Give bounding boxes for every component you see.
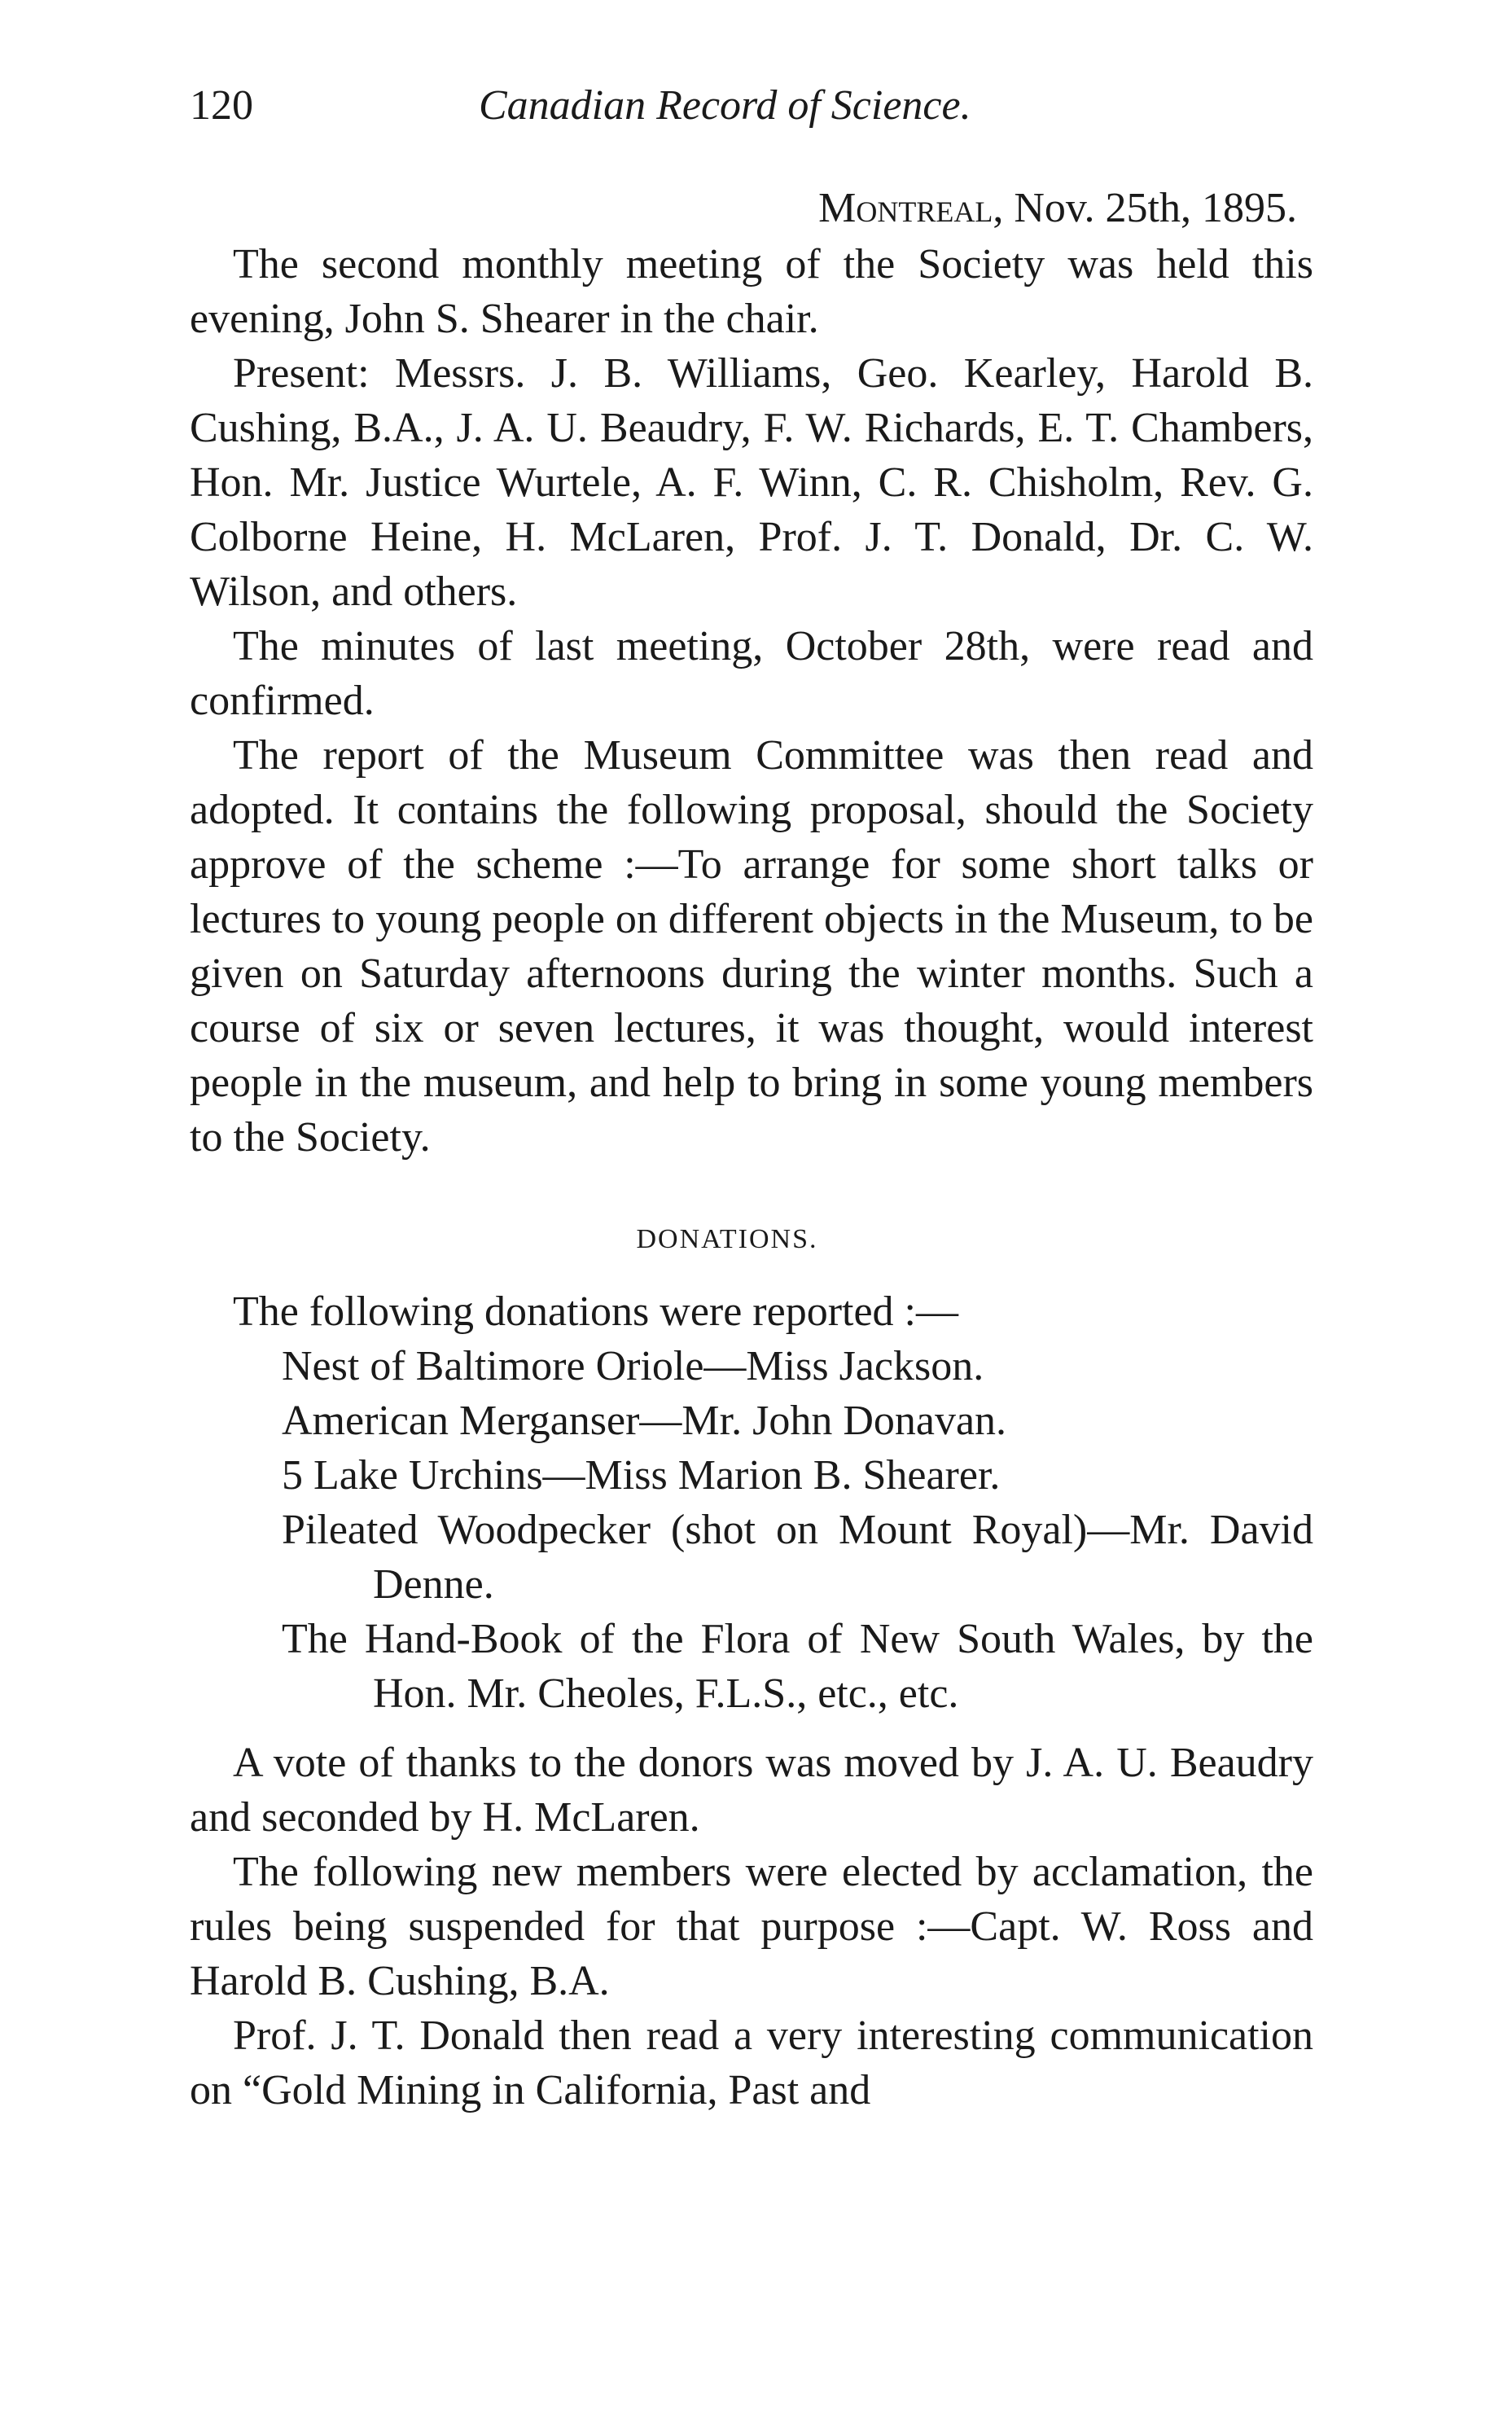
donation-item: Nest of Baltimore Oriole—Miss Jackson. — [282, 1343, 984, 1389]
donation-item: The Hand-Book of the Flora of New South Wales, by the Hon. Mr. Cheoles, F.L.S., etc., etc. — [282, 1616, 1313, 1717]
paragraph-meeting-opening: The second monthly meeting of the Society was held this evening, John S. Shearer in the chair. — [190, 241, 1313, 342]
page-header — [190, 81, 1313, 147]
paragraph-museum-report: The report of the Museum Committee was then read and adopted. It contains the following proposal, should the Society approve of the scheme :—To arrange for some short talks or lectures to young people on different objects in the Museum, to be given on Saturday afternoons during the winter months. Such a course of six or seven lectures, it was thought, would interest people in the museum, and help to bring in some young members to the Society. — [190, 732, 1313, 1161]
paragraph-vote-of-thanks: A vote of thanks to the donors was moved by J. A. U. Beaudry and seconded by H. McLaren. — [190, 1740, 1313, 1841]
paragraph-gold-mining: Prof. J. T. Donald then read a very interesting communication on “Gold Mining in California, Past and — [190, 2012, 1313, 2113]
donations-intro: The following donations were reported :— — [233, 1288, 958, 1335]
donation-item: Pileated Woodpecker (shot on Mount Royal)—Mr. David Denne. — [282, 1507, 1313, 1608]
paragraph-minutes: The minutes of last meeting, October 28th, were read and confirmed. — [190, 623, 1313, 724]
paragraph-new-members: The following new members were elected by acclamation, the rules being suspended for that purpose :—Capt. W. Ross and Harold B. Cushing, B.A. — [190, 1849, 1313, 2004]
donations-heading: DONATIONS. — [636, 1224, 818, 1254]
donation-item: American Merganser—Mr. John Donavan. — [282, 1398, 1007, 1444]
paragraph-attendees: Present: Messrs. J. B. Williams, Geo. Kearley, Harold B. Cushing, B.A., J. A. U. Beaudry, F. W. Richards, E. T. Chambers, Hon. Mr. Justice Wurtele, A. F. Winn, C. R. Chisholm, Rev. G. Colborne Heine, H. McLaren, Prof. J. T. Donald, Dr. C. W. Wilson, and others. — [190, 350, 1313, 615]
dateline — [190, 181, 1313, 235]
running-title: Canadian Record of Science. — [479, 82, 971, 129]
dateline-date: , Nov. 25th, 1895. — [993, 185, 1297, 231]
donation-item: 5 Lake Urchins—Miss Marion B. Shearer. — [282, 1452, 1001, 1499]
dateline-place: Montreal — [818, 185, 993, 231]
page-number: 120 — [190, 82, 253, 129]
donation-list — [190, 1339, 1313, 1721]
page-body — [190, 181, 1313, 2118]
